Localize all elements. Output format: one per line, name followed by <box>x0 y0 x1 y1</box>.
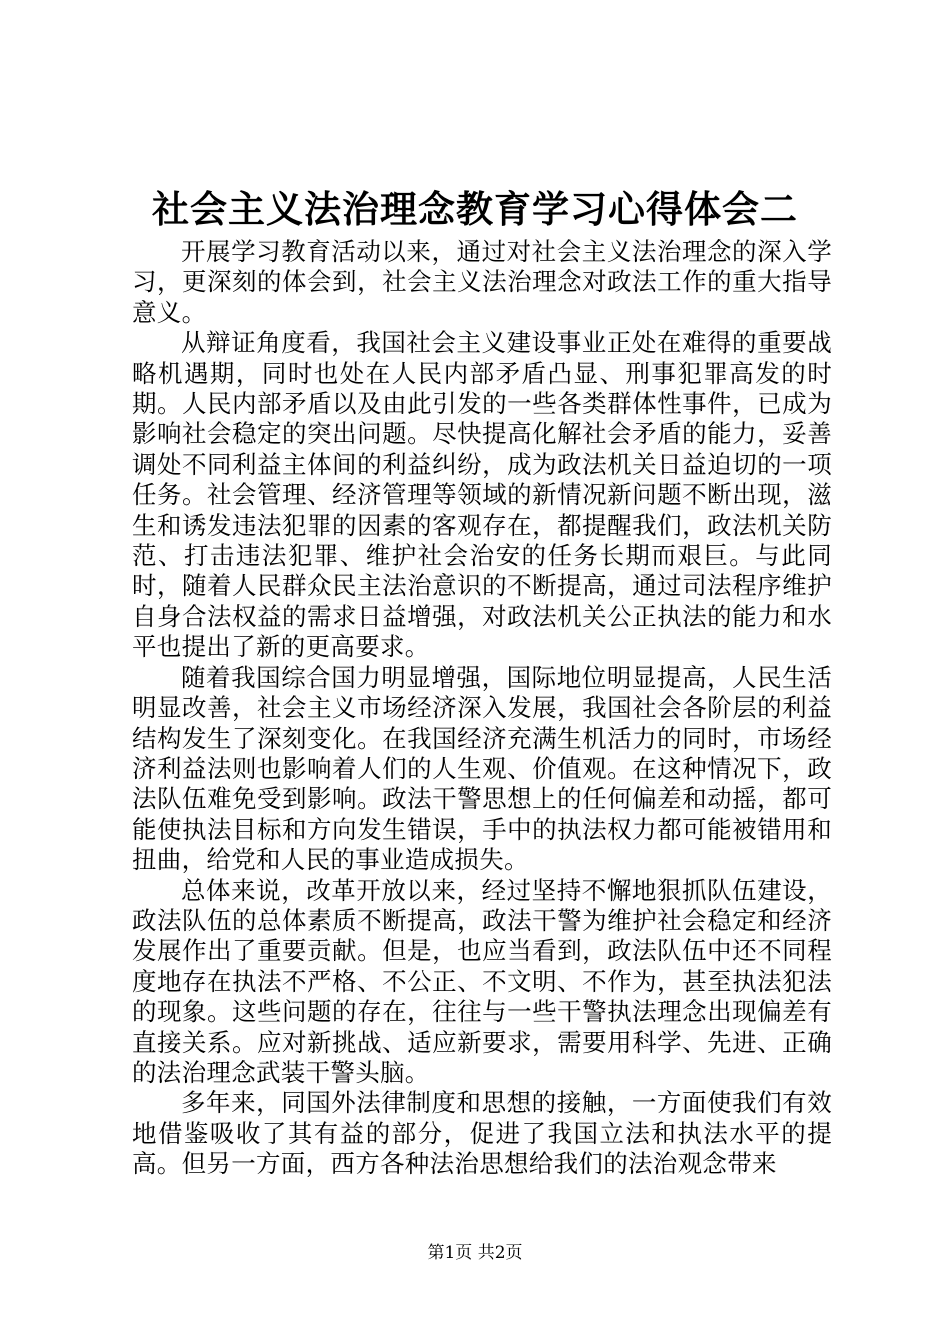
paragraph: 多年来，同国外法律制度和思想的接触，一方面使我们有效地借鉴吸收了其有益的部分，促进了我国立法和执法水平的提高。但另一方面，西方各种法治思想给我们的法治观念带来 <box>132 1088 832 1179</box>
paragraph: 开展学习教育活动以来，通过对社会主义法治理念的深入学习，更深刻的体会到，社会主义法治理念对政法工作的重大指导意义。 <box>132 237 832 327</box>
page-number: 第1页 共2页 <box>427 1243 523 1263</box>
document-title: 社会主义法治理念教育学习心得体会二 <box>152 187 798 231</box>
paragraph: 从辩证角度看，我国社会主义建设事业正处在难得的重要战略机遇期，同时也处在人民内部矛盾凸显、刑事犯罪高发的时期。人民内部矛盾以及由此引发的一些各类群体性事件，已成为影响社会稳定的突出问题。尽快提高化解社会矛盾的能力，妥善调处不同利益主体间的利益纠纷，成为政法机关日益迫切的一项任务。社会管理、经济管理等领域的新情况新问题不断出现，滋生和诱发违法犯罪的因素的客观存在，都提醒我们，政法机关防范、打击违法犯罪、维护社会治安的任务长期而艰巨。与此同时，随着人民群众民主法治意识的不断提高，通过司法程序维护自身合法权益的需求日益增强，对政法机关公正执法的能力和水平也提出了新的更高要求。 <box>132 328 832 662</box>
paragraph: 总体来说，改革开放以来，经过坚持不懈地狠抓队伍建设，政法队伍的总体素质不断提高，政法干警为维护社会稳定和经济发展作出了重要贡献。但是，也应当看到，政法队伍中还不同程度地存在执法不严格、不公正、不文明、不作为，甚至执法犯法的现象。这些问题的存在，往往与一些干警执法理念出现偏差有直接关系。应对新挑战、适应新要求，需要用科学、先进、正确的法治理念武装干警头脑。 <box>132 875 832 1087</box>
document-body <box>132 237 832 1180</box>
page-footer <box>0 1242 950 1264</box>
paragraph: 随着我国综合国力明显增强，国际地位明显提高，人民生活明显改善，社会主义市场经济深入发展，我国社会各阶层的利益结构发生了深刻变化。在我国经济充满生机活力的同时，市场经济利益法则也影响着人们的人生观、价值观。在这种情况下，政法队伍难免受到影响。政法干警思想上的任何偏差和动摇，都可能使执法目标和方向发生错误，手中的执法权力都可能被错用和扭曲，给党和人民的事业造成损失。 <box>132 662 832 875</box>
